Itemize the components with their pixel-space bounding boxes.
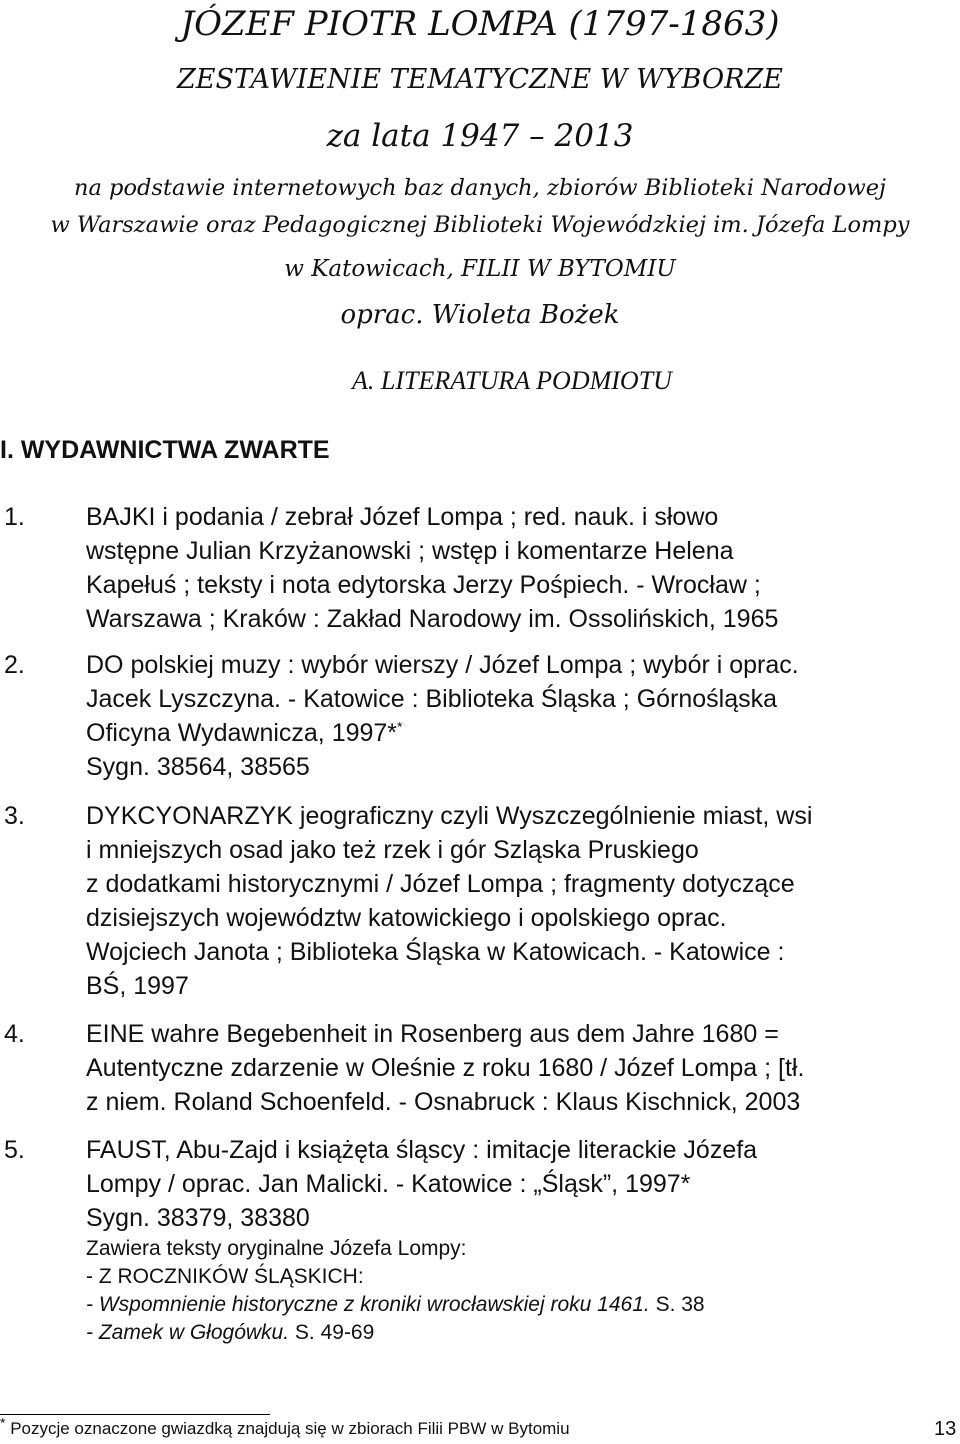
- entry-line: Autentyczne zdarzenie w Oleśnie z roku 1680 / Józef Lompa ; [tł.: [86, 1054, 805, 1082]
- note-title: - Wspomnienie historyczne z kroniki wrocławskiej roku 1461.: [86, 1293, 650, 1316]
- footnote-divider: [0, 1414, 270, 1415]
- entry-number: 3.: [4, 802, 25, 830]
- entry-line: Lompy / oprac. Jan Malicki. - Katowice : „Śląsk”, 1997*: [86, 1170, 691, 1198]
- contents-note: [86, 1235, 757, 1344]
- footnote-mark: *: [0, 1414, 6, 1431]
- entry-line: wstępne Julian Krzyżanowski ; wstęp i komentarze Helena: [86, 537, 734, 565]
- entry-line: Kapełuś ; teksty i nota edytorska Jerzy Pośpiech. - Wrocław ;: [86, 571, 761, 599]
- entry-line: BŚ, 1997: [86, 972, 189, 1000]
- section-heading-i: I. WYDAWNICTWA ZWARTE: [0, 436, 330, 464]
- entry-line: z niem. Roland Schoenfeld. - Osnabruck : Klaus Kischnick, 2003: [86, 1088, 801, 1116]
- entry-line: Sygn. 38564, 38565: [86, 753, 310, 781]
- page-title: JÓZEF PIOTR LOMPA (1797-1863): [180, 4, 780, 44]
- basis-line-3: w Katowicach, FILII W BYTOMIU: [284, 256, 676, 282]
- entry-line: FAUST, Abu-Zajd i książęta śląscy : imitacje literackie Józefa: [86, 1136, 758, 1164]
- entry-number: 5.: [4, 1136, 25, 1164]
- entry-line: DYKCYONARZYK jeograficzny czyli Wyszczególnienie miast, wsi: [86, 802, 813, 830]
- note-intro: Zawiera teksty oryginalne Józefa Lompy:: [86, 1237, 467, 1260]
- note-line: [86, 1319, 757, 1347]
- entry-line: EINE wahre Begebenheit in Rosenberg aus dem Jahre 1680 =: [86, 1020, 779, 1048]
- footnote-text: Pozycje oznaczone gwiazdką znajdują się w zbiorach Filii PBW w Bytomiu: [10, 1419, 570, 1438]
- note-pages: S. 49-69: [294, 1321, 375, 1344]
- note-title: - Zamek w Głogówku.: [86, 1321, 290, 1344]
- page-number: 13: [934, 1418, 957, 1440]
- entry-number: 1.: [4, 503, 25, 531]
- entry-line: Sygn. 38379, 38380: [86, 1204, 310, 1232]
- years-range: za lata 1947 – 2013: [326, 118, 634, 154]
- note-line: [86, 1291, 757, 1319]
- entry-line: i mniejszych osad jako też rzek i gór Szląska Pruskiego: [86, 836, 699, 864]
- entry-line: [86, 716, 799, 750]
- compiler: oprac. Wioleta Bożek: [340, 300, 620, 330]
- footnote-mark: *: [397, 718, 403, 735]
- entry-line: Wojciech Janota ; Biblioteka Śląska w Katowicach. - Katowice :: [86, 938, 785, 966]
- entry-line: DO polskiej muzy : wybór wierszy / Józef Lompa ; wybór i oprac.: [86, 651, 799, 679]
- entry-number: 4.: [4, 1020, 25, 1048]
- entry-line: BAJKI i podania / zebrał Józef Lompa ; red. nauk. i słowo: [86, 503, 719, 531]
- entry-line-text: Oficyna Wydawnicza, 1997*: [86, 719, 398, 747]
- subtitle: ZESTAWIENIE TEMATYCZNE W WYBORZE: [177, 64, 783, 95]
- entry-number: 2.: [4, 651, 25, 679]
- entry-line: Jacek Lyszczyna. - Katowice : Biblioteka Śląska ; Górnośląska: [86, 685, 778, 713]
- note-line: - Z ROCZNIKÓW ŚLĄSKICH:: [86, 1265, 364, 1288]
- section-heading-a: A. LITERATURA PODMIOTU: [352, 366, 672, 395]
- entry-line: Warszawa ; Kraków : Zakład Narodowy im. Ossolińskich, 1965: [86, 605, 779, 633]
- note-pages: S. 38: [655, 1293, 705, 1316]
- footnote: [0, 1414, 570, 1439]
- entry-line: dzisiejszych województw katowickiego i opolskiego oprac.: [86, 904, 727, 932]
- entry-line: z dodatkami historycznymi / Józef Lompa ; fragmenty dotyczące: [86, 870, 795, 898]
- basis-line-1: na podstawie internetowych baz danych, zbiorów Biblioteki Narodowej: [73, 175, 886, 201]
- basis-line-2: w Warszawie oraz Pedagogicznej Biblioteki Wojewódzkiej im. Józefa Lompy: [50, 212, 910, 238]
